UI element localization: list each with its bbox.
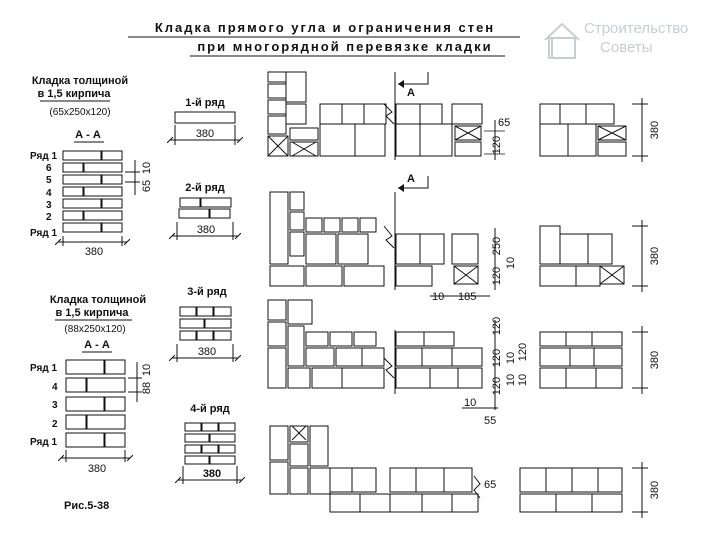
panel-top-heading-2: в 1,5 кирпича xyxy=(37,88,111,100)
title-line-2: при многорядной перевязке кладки xyxy=(197,39,493,54)
plan-1-dim-65: 65 xyxy=(498,117,511,129)
plan-2-dim-380: 380 xyxy=(649,246,661,266)
plan-row-3 xyxy=(268,300,661,427)
row-1-dim: 380 xyxy=(195,128,215,140)
panel-bottom-heading-1: Кладка толщиной xyxy=(49,294,147,306)
panel-bottom-section-label: А - А xyxy=(84,339,110,351)
panel-bottom-row-label-1: 4 xyxy=(52,382,58,393)
panel-top-dim-width: 380 xyxy=(84,246,104,258)
row-3-dim: 380 xyxy=(197,346,217,358)
panel-top-row-label-6: Ряд 1 xyxy=(30,228,58,239)
panel-bottom-dim-width: 380 xyxy=(87,463,107,475)
plan-1-dim-120: 120 xyxy=(491,135,503,155)
panel-top-heading-3: (65х250х120) xyxy=(49,107,111,118)
panel-top-row-label-1: 6 xyxy=(46,163,52,174)
section-panel-bottom xyxy=(30,294,153,475)
panel-bottom-dim-10: 10 xyxy=(141,363,153,377)
house-logo-icon xyxy=(545,24,579,58)
panel-top-row-label-4: 3 xyxy=(46,200,52,211)
panel-bottom-heading-3: (88х250х120) xyxy=(64,324,126,335)
watermark-line-1: Строительство xyxy=(584,20,689,37)
section-panel-top xyxy=(30,75,153,258)
panel-bottom-row-label-0: Ряд 1 xyxy=(30,363,58,374)
plan-row-2 xyxy=(270,173,661,303)
row-2-label: 2-й ряд xyxy=(185,182,225,194)
plan-3-dim-120a: 120 xyxy=(491,316,503,336)
watermark-line-2: Советы xyxy=(600,39,653,56)
plan-views xyxy=(268,72,661,518)
plan-3-dim-10a: 10 xyxy=(505,351,517,365)
plan-2-dim-10a: 10 xyxy=(505,256,517,270)
title-line-1: Кладка прямого угла и ограничения стен xyxy=(154,20,496,35)
panel-top-row-label-5: 2 xyxy=(46,212,52,223)
plan-row-1 xyxy=(268,72,661,162)
panel-top-row-label-3: 4 xyxy=(46,188,52,199)
row-4-dim: 380 xyxy=(202,468,222,480)
plan-3-dim-55: 55 xyxy=(484,415,497,427)
panel-top-row-label-0: Ряд 1 xyxy=(30,151,58,162)
panel-bottom-heading-2: в 1,5 кирпича xyxy=(55,307,129,319)
plan-3-dim-120b: 120 xyxy=(491,348,503,368)
panel-bottom-row-label-2: 3 xyxy=(52,400,58,411)
plan-3-dim-10d: 10 xyxy=(464,397,477,409)
plan-3-dim-120d: 120 xyxy=(517,342,529,362)
plan-3-dim-380: 380 xyxy=(649,350,661,370)
plan-3-dim-120c: 120 xyxy=(491,376,503,396)
panel-bottom-row-label-3: 2 xyxy=(52,419,58,430)
panel-top-bricks xyxy=(63,151,122,232)
plan-2-dim-10b: 10 xyxy=(432,291,445,303)
row-3-label: 3-й ряд xyxy=(187,286,227,298)
watermark xyxy=(545,20,688,58)
panel-bottom-bricks xyxy=(66,360,125,447)
plan-4-dim-380: 380 xyxy=(649,480,661,500)
row-1-label: 1-й ряд xyxy=(185,97,225,109)
plan-3-dim-10c: 10 xyxy=(517,373,529,387)
plan-2-dim-250: 250 xyxy=(491,236,503,256)
plan-1-dim-380: 380 xyxy=(649,120,661,140)
plan-row-4 xyxy=(270,426,661,518)
panel-top-heading-1: Кладка толщиной xyxy=(31,75,129,87)
panel-bottom-row-label-4: Ряд 1 xyxy=(30,437,58,448)
figure-caption: Рис.5-38 xyxy=(64,500,110,512)
row-4-label: 4-й ряд xyxy=(190,403,230,415)
plan-3-dim-10b: 10 xyxy=(505,373,517,387)
panel-top-dim-65: 65 xyxy=(141,179,153,193)
panel-top-section-label: А - А xyxy=(75,129,101,141)
plan-4-dim-65: 65 xyxy=(484,479,497,491)
plan-2-dim-120: 120 xyxy=(491,266,503,286)
row-2-dim: 380 xyxy=(196,224,216,236)
plan-1-cut-label: А xyxy=(407,87,415,99)
panel-top-dim-10: 10 xyxy=(141,161,153,175)
plan-2-cut-label: А xyxy=(407,173,415,185)
panel-top-row-label-2: 5 xyxy=(46,175,52,186)
panel-bottom-dim-88: 88 xyxy=(141,381,153,395)
plan-2-dim-185: 185 xyxy=(458,291,477,303)
row-samples xyxy=(170,97,242,484)
